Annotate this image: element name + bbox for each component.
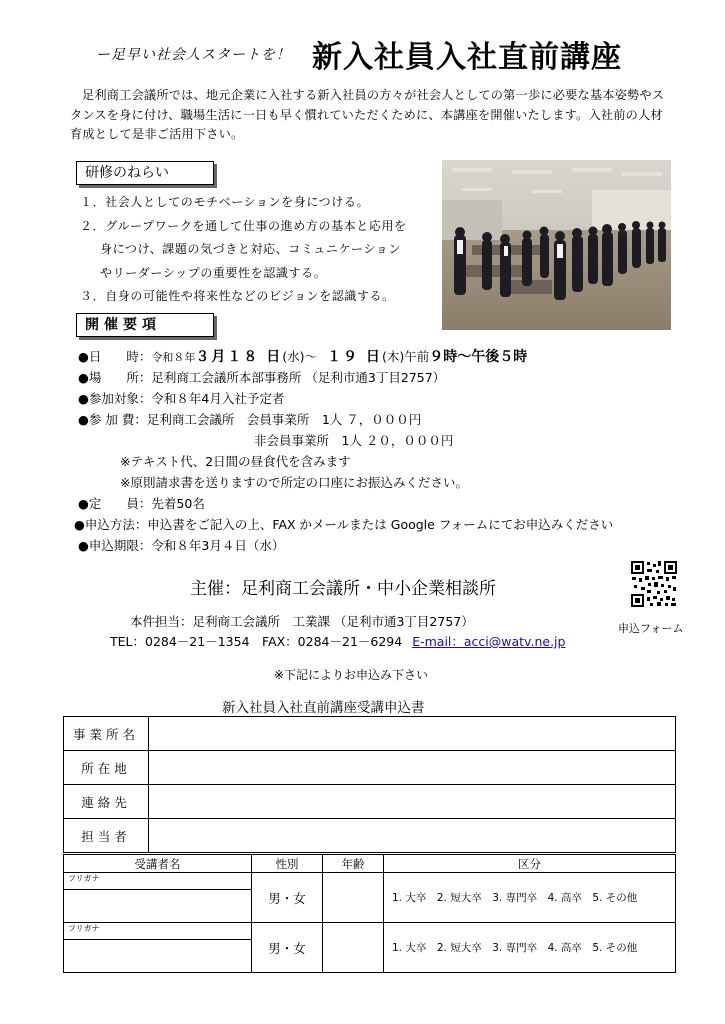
address-label: 所在地 (64, 751, 149, 785)
aims-heading: 研修のねらい (76, 161, 214, 185)
intro-paragraph: 足利商工会議所では、地元企業に入社する新入社員の方々が社会人としての第一歩に必要な基本姿勢やスタンスを身に付け、職場生活に一日も早く慣れていただくために、本講座を開催いたします。入社前の人材育成として是非ご活用下さい。 (70, 88, 665, 141)
detail-apply: ●申込方法：申込書をご記入の上、FAX かメールまたは Google フォームにてお申込みください (74, 517, 614, 532)
contact-field[interactable] (149, 785, 676, 819)
time-range: ９時～午後５時 (429, 349, 528, 365)
furigana-label: フリガナ (64, 873, 252, 890)
attendee-row (64, 873, 676, 890)
form-title: 新入社員入社直前講座受講申込書 (222, 700, 425, 716)
detail-note-2: ※原則請求書を送りますので所定の口座にお振込みください。 (120, 475, 468, 490)
aim-item-1: １．社会人としてのモチベーションを身につける。 (80, 195, 370, 209)
detail-capacity: ●定 員：先着50名 (78, 496, 205, 511)
person-label: 担当者 (64, 819, 149, 853)
detail-target: ●参加対象：令和８年4月入社予定者 (78, 391, 285, 406)
attendee-name-field[interactable] (64, 890, 252, 923)
organizer: 主催：足利商工会議所・中小企業相談所 (190, 579, 496, 599)
date-start: ３月１８ 日 (195, 349, 283, 365)
attendee-row (64, 923, 676, 940)
aims-list (80, 191, 407, 309)
detail-fee-nonmember: 非会員事業所 1人 ２０，０００円 (254, 433, 454, 448)
col-gender-header: 性別 (252, 855, 323, 873)
gender-option[interactable]: 男・女 (252, 923, 323, 973)
contact-person: 本件担当：足利商工会議所 工業課 （足利市通3丁目2757） (130, 614, 474, 629)
date-prefix: 令和８年 (151, 351, 196, 364)
form-note: ※下記によりお申込み下さい (274, 668, 429, 682)
aim-item-2-cont2: やリーダーシップの重要性を認識する。 (100, 265, 327, 280)
company-name-field[interactable] (149, 717, 676, 751)
company-info-table (63, 716, 676, 853)
age-field[interactable] (323, 873, 384, 923)
furigana-label: フリガナ (64, 923, 252, 940)
qr-label: 申込フォーム (618, 622, 684, 635)
date-weekday-1: (水)～ (282, 349, 318, 364)
age-field[interactable] (323, 923, 384, 973)
details-list (74, 346, 614, 556)
col-class-header: 区分 (384, 855, 676, 873)
date-label: ●日 時： (78, 349, 152, 364)
education-options[interactable]: 1. 大卒 2. 短大卒 3. 専門卒 4. 高卒 5. その他 (384, 923, 676, 973)
details-heading: 開催要項 (76, 313, 214, 337)
aim-item-3: ３．自身の可能性や将来性などのビジョンを認識する。 (80, 289, 395, 303)
date-weekday-2: (木)午前 (381, 349, 430, 364)
detail-deadline: ●申込期限：令和８年3月４日（水） (78, 538, 285, 553)
qr-code[interactable] (630, 560, 678, 608)
subtitle: ー足早い社会人スタートを！ (96, 47, 291, 63)
aim-item-2: ２．グループワークを通して仕事の進め方の基本と応用を (80, 218, 407, 233)
detail-date (78, 346, 613, 367)
company-name-label: 事業所名 (64, 717, 149, 751)
attendee-name-field[interactable] (64, 940, 252, 973)
detail-note-1: ※テキスト代、2日間の昼食代を含みます (120, 454, 351, 469)
detail-fee-member: ●参 加 費：足利商工会議所 会員事業所 1人 ７，０００円 (78, 412, 422, 427)
email-link[interactable]: E-mail：acci@watv.ne.jp (412, 634, 566, 649)
col-age-header: 年齢 (323, 855, 384, 873)
address-field[interactable] (149, 751, 676, 785)
phone-fax: TEL：0284－21－1354 FAX：0284－21－6294 (110, 634, 403, 649)
seminar-photo (442, 160, 671, 330)
contact-label: 連絡先 (64, 785, 149, 819)
gender-option[interactable]: 男・女 (252, 873, 323, 923)
detail-place: ●場 所：足利商工会議所本部事務所 （足利市通3丁目2757） (78, 370, 446, 385)
education-options[interactable]: 1. 大卒 2. 短大卒 3. 専門卒 4. 高卒 5. その他 (384, 873, 676, 923)
page-title: 新入社員入社直前講座 (312, 40, 622, 75)
attendee-table (63, 854, 676, 973)
date-end: １９ 日 (327, 349, 382, 365)
contact-phone (110, 632, 565, 650)
aim-item-2-cont1: 身につけ、課題の気づきと対応、コミュニケーション (100, 242, 401, 256)
col-name-header: 受講者名 (64, 855, 252, 873)
person-field[interactable] (149, 819, 676, 853)
